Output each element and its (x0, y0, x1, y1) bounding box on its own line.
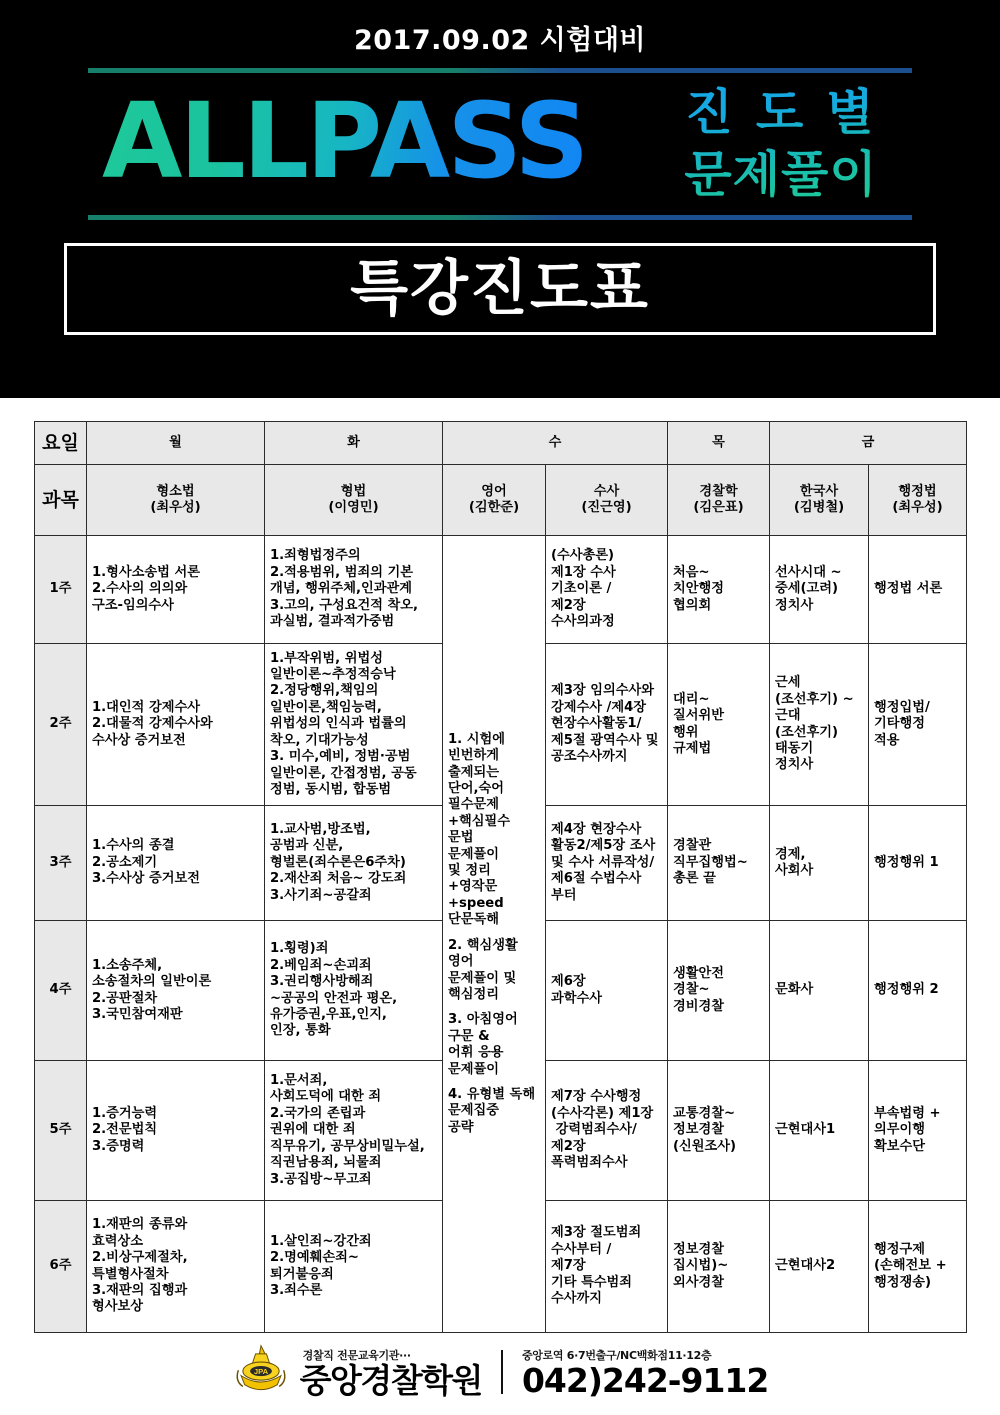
cell-criminal-law-5주 (265, 1061, 443, 1201)
day-header-금: 금 (770, 422, 967, 465)
cell-line: 빈번하게 (448, 748, 499, 764)
cell-line: 기초이론 / (551, 581, 612, 597)
cell-line: 협의회 (673, 597, 712, 613)
cell-line: 1.부작위범, 위법성 (270, 650, 383, 666)
cell-police-studies-3주 (668, 806, 770, 921)
cell-line: 폭력범죄수사 (551, 1155, 628, 1171)
cell-line: 문제풀이 (448, 846, 499, 862)
page-title: 특강진도표 (350, 254, 650, 324)
cell-line: 3.사기죄~공갈죄 (270, 887, 372, 903)
cell-line: 과실범, 결과적가중범 (270, 614, 395, 630)
cell-line: 1.살인죄~강간죄 (270, 1233, 372, 1249)
day-header-목: 목 (668, 422, 770, 465)
cell-line: 2. 핵심생활 (448, 937, 518, 953)
cell-line: 문제집중 (448, 1103, 499, 1119)
subject-header-영어 (443, 465, 546, 536)
cell-criminal-law-3주 (265, 806, 443, 921)
footer-divider (501, 1350, 503, 1394)
cell-line: 형벌론(죄수론은6주차) (270, 854, 406, 870)
cell-line: 3.권리행사방해죄 (270, 974, 374, 990)
cell-line: 1.횡령)죄 (270, 941, 329, 957)
cell-line: 제6절 수법수사 (551, 871, 642, 887)
cell-line: 2.수사의 의의와 (92, 581, 188, 597)
cell-line: 특별형사절차 (92, 1266, 169, 1282)
footer-contact-block (522, 1347, 768, 1398)
week-label-2주: 2주 (35, 644, 87, 806)
cell-criminal-law-6주 (265, 1201, 443, 1333)
cell-line: (손해전보 + (874, 1258, 947, 1274)
cell-line: 및 정리 (448, 863, 491, 879)
cell-line: 경찰관 (673, 838, 712, 854)
subject-name: 한국사 (799, 483, 839, 499)
cell-line: 소송절차의 일반이론 (92, 974, 212, 990)
cell-line: 유가증권,우표,인지, (270, 1006, 387, 1022)
cell-line: 사회사 (775, 863, 814, 878)
cell-line: 2.정당행위,책임의 (270, 683, 379, 699)
cell-line: 2.재산죄 처음~ 강도죄 (270, 871, 407, 887)
cell-line: +speed (448, 895, 504, 911)
week-label-5주: 5주 (35, 1061, 87, 1201)
cell-line: 수사부터 / (551, 1241, 612, 1257)
cell-line: 수사의과정 (551, 614, 615, 630)
cell-line: 행위 (673, 724, 699, 740)
cell-line: 단어,숙어 (448, 781, 504, 797)
english-item (448, 1012, 540, 1078)
cell-line: 정치사 (775, 597, 814, 613)
cell-investigation-2주 (546, 644, 668, 806)
cell-investigation-5주 (546, 1061, 668, 1201)
cell-line: 공범과 신분, (270, 838, 344, 854)
week-label-4주: 4주 (35, 921, 87, 1061)
cell-line: 현장수사활동1/ (551, 716, 642, 732)
cell-criminal-procedure-6주 (87, 1201, 265, 1333)
cell-line: 치안행정 (673, 581, 724, 597)
cell-line: 2.명예훼손죄~ (270, 1250, 359, 1266)
cell-line: 정보경찰 (673, 1241, 724, 1257)
cell-investigation-3주 (546, 806, 668, 921)
cell-line: 문법 (448, 830, 474, 846)
jpa-emblem-icon (232, 1343, 290, 1401)
cell-line: 제7장 (551, 1258, 586, 1274)
cell-line: 태동기 (775, 740, 814, 756)
cell-line: 과학수사 (551, 990, 602, 1006)
cell-line: 및 수사 서류작성/ (551, 854, 655, 870)
cell-administrative-law-2주 (869, 644, 967, 806)
cell-criminal-procedure-4주 (87, 921, 265, 1061)
cell-line: 의무이행 (874, 1122, 925, 1138)
cell-criminal-law-2주 (265, 644, 443, 806)
subject-name: 수사 (593, 483, 620, 499)
footer-address: 중앙로역 6·7번출구/NC백화점11·12층 (521, 1348, 712, 1362)
cell-investigation-6주 (546, 1201, 668, 1333)
subject-header-한국사 (770, 465, 869, 536)
cell-line: 효력상소 (92, 1233, 143, 1249)
subject-header-수사 (546, 465, 668, 536)
cell-korean-history-3주 (770, 806, 869, 921)
cell-line: 2.베임죄~손괴죄 (270, 957, 372, 973)
cell-line: 문제풀이 및 (448, 970, 517, 986)
cell-line: 일반이론, 간접정범, 공동 (270, 765, 417, 781)
cell-line: (신원조사) (673, 1138, 737, 1154)
cell-line: 수사상 증거보전 (92, 732, 186, 748)
cell-line: 1.증거능력 (92, 1105, 158, 1121)
rule-top (88, 68, 912, 73)
day-header-월: 월 (87, 422, 265, 465)
cell-line: 3.재판의 집행과 (92, 1282, 188, 1298)
cell-line: 인장, 통화 (270, 1023, 331, 1039)
cell-line: 2.대물적 강제수사와 (92, 716, 213, 732)
cell-line: 3.수사상 증거보전 (92, 871, 200, 887)
cell-line: 근현대사2 (775, 1258, 836, 1274)
cell-line: +핵심필수 (448, 813, 511, 829)
cell-line: 공략 (448, 1119, 474, 1135)
subject-name: 행정법 (898, 483, 937, 499)
subject-teacher: (김병철) (793, 500, 845, 515)
cell-korean-history-1주 (770, 536, 869, 644)
cell-line: 정보경찰 (673, 1122, 724, 1138)
cell-line: 수사까지 (551, 1291, 602, 1307)
cell-line: (수사각론) 제1장 (551, 1105, 654, 1121)
cell-line: 3.증명력 (92, 1138, 145, 1154)
subject-header-경찰학 (668, 465, 770, 536)
english-item (448, 1087, 540, 1136)
table-header-subjects (35, 465, 967, 536)
table-header-days (35, 422, 967, 465)
footer-tagline: 경찰직 전문교육기관··· (302, 1348, 411, 1362)
cell-line: 직무집행법~ (673, 854, 748, 870)
cell-line: 외사경찰 (673, 1274, 724, 1290)
cell-line: (조선후기) (775, 724, 839, 740)
cell-police-studies-2주 (668, 644, 770, 806)
cell-line: 확보수단 (874, 1138, 925, 1154)
cell-line: 공조수사까지 (551, 749, 628, 765)
cell-line: 1.소송주체, (92, 957, 163, 973)
page-title-box (64, 243, 936, 335)
day-header-화: 화 (265, 422, 443, 465)
cell-investigation-4주 (546, 921, 668, 1061)
day-header-수: 수 (443, 422, 668, 465)
svg-text:JPA: JPA (253, 1366, 268, 1376)
week-label-1주: 1주 (35, 536, 87, 644)
cell-line: 1. 시험에 (448, 731, 505, 747)
cell-line: 형사보상 (92, 1299, 143, 1315)
brand-logo-block (88, 68, 912, 220)
brand-subtitle-line1: 진 도 별 (685, 84, 877, 141)
exam-date-line: 2017.09.02 시험대비 (353, 25, 647, 56)
subject-name: 영어 (481, 483, 507, 499)
cell-line: 중세(고려) (775, 581, 839, 597)
cell-line: 정치사 (775, 757, 814, 773)
cell-english-all-weeks (443, 536, 546, 1333)
cell-korean-history-5주 (770, 1061, 869, 1201)
footer-academy-block (300, 1347, 482, 1398)
cell-line: 제3장 절도범죄 (551, 1225, 642, 1241)
cell-line: 경비경찰 (673, 998, 724, 1014)
cell-line: 2.전문법칙 (92, 1122, 158, 1138)
cell-line: 출제되는 (448, 764, 499, 780)
cell-line: 질서위반 (673, 708, 724, 724)
cell-line: 행정행위 1 (874, 854, 939, 870)
brand-subtitle (656, 82, 906, 206)
week-label-3주: 3주 (35, 806, 87, 921)
cell-line: 문제풀이 (448, 1061, 499, 1077)
header-banner (0, 0, 1000, 398)
cell-line: 사회도덕에 대한 죄 (270, 1089, 382, 1105)
cell-line: 제7장 수사행정 (551, 1089, 642, 1105)
cell-line: 근세 (775, 675, 801, 691)
cell-line: 총론 끝 (673, 871, 716, 887)
cell-line: 3.고의, 구성요건적 착오, (270, 597, 419, 613)
cell-line: 직권남용죄, 뇌물죄 (270, 1155, 382, 1171)
cell-line: 1.죄형법정주의 (270, 548, 361, 564)
cell-line: 일반이론~추정적승낙 (270, 667, 396, 683)
cell-line: 선사시대 ~ (775, 564, 842, 580)
rule-bottom (88, 215, 912, 220)
cell-line: 기타 특수범죄 (551, 1274, 633, 1290)
cell-line: 행정입법/ (874, 699, 930, 715)
footer-bar (0, 1337, 1000, 1407)
cell-line: 2.공판절차 (92, 990, 158, 1006)
cell-police-studies-5주 (668, 1061, 770, 1201)
cell-line: 교통경찰~ (673, 1105, 736, 1121)
cell-line: 핵심정리 (448, 986, 499, 1002)
cell-line: 처음~ (673, 564, 710, 580)
footer-phone: 042)242-9112 (521, 1360, 769, 1400)
cell-line: 2.비상구제절차, (92, 1250, 188, 1266)
cell-line: 일반이론,책임능력, (270, 699, 382, 715)
cell-line: 개념, 행위주체,인과관계 (270, 581, 413, 597)
cell-line: 직무유기, 공무상비밀누설, (270, 1138, 425, 1154)
cell-line: 대리~ (673, 691, 710, 707)
cell-line: 1.교사범,방조법, (270, 821, 371, 837)
cell-line: 문화사 (775, 982, 814, 998)
header-corner-subject: 과목 (35, 465, 87, 536)
cell-line: 제2장 (551, 1138, 586, 1154)
cell-line: 영어 (448, 954, 474, 970)
cell-line: 구조-임의수사 (92, 597, 174, 613)
cell-line: 3.국민참여재판 (92, 1006, 183, 1022)
subject-teacher: (진근영) (581, 500, 632, 515)
table-row (35, 536, 967, 644)
cell-criminal-procedure-2주 (87, 644, 265, 806)
cell-line: 1.형사소송법 서론 (92, 564, 200, 580)
english-item (448, 732, 540, 929)
cell-line: 정범, 동시범, 합동범 (270, 781, 392, 797)
cell-line: 생활안전 (673, 965, 724, 981)
subject-name: 경찰학 (699, 483, 738, 499)
cell-line: 규제법 (673, 740, 712, 756)
cell-administrative-law-4주 (869, 921, 967, 1061)
subject-teacher: (김은표) (693, 500, 744, 515)
cell-line: 경찰~ (673, 982, 710, 998)
cell-administrative-law-1주 (869, 536, 967, 644)
cell-line: 3. 미수,예비, 정범·공범 (270, 749, 411, 765)
cell-korean-history-4주 (770, 921, 869, 1061)
cell-investigation-1주 (546, 536, 668, 644)
cell-line: 제2장 (551, 597, 586, 613)
cell-administrative-law-6주 (869, 1201, 967, 1333)
cell-line: 2.적용범위, 범죄의 기본 (270, 564, 414, 580)
cell-line: 1.대인적 강제수사 (92, 699, 200, 715)
cell-administrative-law-5주 (869, 1061, 967, 1201)
subject-name: 형법 (340, 483, 367, 499)
cell-line: 필수문제 (448, 797, 499, 813)
subject-header-형소법 (87, 465, 265, 536)
cell-korean-history-6주 (770, 1201, 869, 1333)
cell-line: 3.공집방~무고죄 (270, 1171, 372, 1187)
cell-line: (조선후기) ~ (775, 691, 854, 707)
subject-name: 형소법 (156, 483, 195, 499)
cell-criminal-procedure-1주 (87, 536, 265, 644)
subject-header-행정법 (869, 465, 967, 536)
cell-line: 3.죄수론 (270, 1282, 323, 1298)
week-label-6주: 6주 (35, 1201, 87, 1333)
schedule-table (34, 421, 967, 1333)
cell-line: 강력범죄수사/ (551, 1122, 637, 1138)
cell-line: 행정행위 2 (874, 982, 939, 998)
cell-line: 3. 아침영어 (448, 1012, 518, 1028)
schedule-table-wrapper (34, 421, 966, 1333)
cell-line: 1.문서죄, (270, 1073, 328, 1089)
cell-line: 1.재판의 종류와 (92, 1217, 188, 1233)
cell-line: 제4장 현장수사 (551, 821, 642, 837)
cell-line: 제6장 (551, 974, 586, 990)
cell-line: 제3장 임의수사와 (551, 683, 654, 699)
cell-police-studies-4주 (668, 921, 770, 1061)
cell-line: 어휘 응용 (448, 1045, 504, 1061)
cell-administrative-law-3주 (869, 806, 967, 921)
cell-line: 위법성의 인식과 법률의 (270, 716, 407, 732)
brand-wordmark: ALLPASS (102, 80, 587, 202)
cell-criminal-procedure-5주 (87, 1061, 265, 1201)
cell-line: 2.국가의 존립과 (270, 1105, 366, 1121)
cell-line: ~공공의 안전과 평온, (270, 990, 398, 1006)
cell-line: 퇴거불응죄 (270, 1266, 334, 1282)
brand-subtitle-line2: 문제풀이 (684, 146, 878, 203)
cell-criminal-law-4주 (265, 921, 443, 1061)
cell-line: (수사총론) (551, 548, 615, 564)
cell-police-studies-6주 (668, 1201, 770, 1333)
subject-teacher: (최우성) (892, 500, 943, 515)
cell-korean-history-2주 (770, 644, 869, 806)
cell-line: 행정구제 (874, 1241, 925, 1257)
cell-line: 집시법)~ (673, 1258, 729, 1274)
english-item (448, 938, 540, 1004)
cell-line: 부속법령 + (874, 1105, 941, 1121)
cell-line: 단문독해 (448, 912, 499, 928)
cell-line: 4. 유형별 독해 (448, 1086, 536, 1102)
cell-line: 행정법 서론 (874, 581, 943, 597)
cell-line: 제5절 광역수사 및 (551, 732, 659, 748)
subject-header-형법 (265, 465, 443, 536)
cell-line: 권위에 대한 죄 (270, 1122, 356, 1138)
cell-line: 근대 (775, 708, 801, 724)
subject-teacher: (이영민) (328, 500, 379, 515)
cell-line: 기타행정 (874, 716, 925, 732)
cell-criminal-procedure-3주 (87, 806, 265, 921)
cell-line: +영작문 (448, 879, 498, 895)
subject-teacher: (최우성) (150, 500, 201, 515)
cell-criminal-law-1주 (265, 536, 443, 644)
header-corner-day: 요일 (35, 422, 87, 465)
cell-line: 제1장 수사 (551, 564, 616, 580)
cell-line: 2.공소제기 (92, 854, 158, 870)
cell-line: 적용 (874, 732, 900, 748)
cell-line: 강제수사 /제4장 (551, 699, 647, 715)
cell-line: 부터 (551, 887, 577, 903)
subject-teacher: (김한준) (468, 500, 520, 515)
cell-line: 행정쟁송) (874, 1274, 931, 1290)
cell-line: 근현대사1 (775, 1122, 836, 1138)
cell-line: 1.수사의 종결 (92, 838, 175, 854)
cell-police-studies-1주 (668, 536, 770, 644)
cell-line: 착오, 기대가능성 (270, 732, 369, 748)
cell-line: 구문 & (448, 1028, 490, 1044)
footer-academy-name: 중앙경찰학원 (299, 1360, 482, 1400)
cell-line: 활동2/제5장 조사 (551, 838, 656, 854)
cell-line: 경제, (775, 846, 806, 862)
